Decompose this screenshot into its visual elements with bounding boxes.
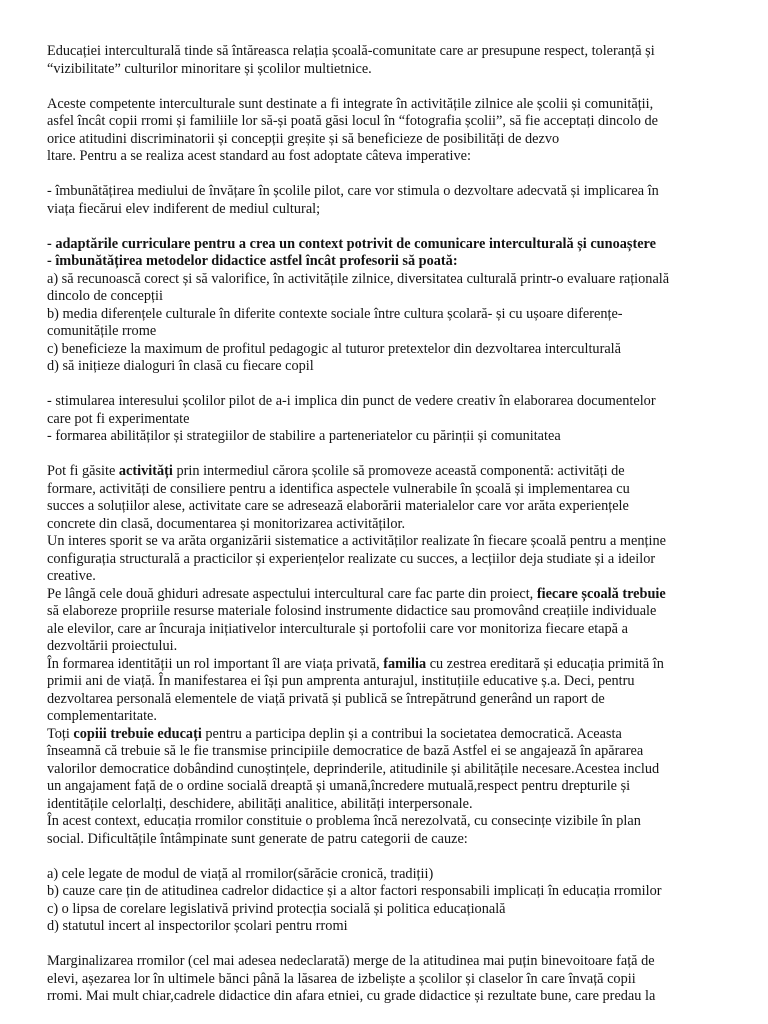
text-line: dezvoltării proiectului. bbox=[47, 638, 178, 654]
list-item: a) să recunoască corect și să valorifice, în activitățile zilnice, diversitatea culturală printr-o evaluare rațională bbox=[47, 270, 670, 287]
document-page bbox=[47, 43, 737, 1006]
paragraph-learning-environment bbox=[47, 183, 737, 218]
text-run: Toți bbox=[47, 725, 74, 742]
text-line: primii ani de viață. În manifestarea ei își pun amprenta anturajul, instituțiile educative ș.a. Deci, pentru bbox=[47, 673, 635, 689]
list-item: d) statutul incert al inspectorilor școlari pentru rromi bbox=[47, 918, 348, 934]
text-line: social. Dificultățile întâmpinate sunt generate de patru categorii de cauze: bbox=[47, 830, 468, 847]
paragraph-marginalization bbox=[47, 953, 737, 1006]
paragraph-intro bbox=[47, 43, 737, 78]
text-line: valorilor democratice dobândind cunoștințele, deprinderile, atitudinile și abilitățile necesare.Acestea includ bbox=[47, 760, 660, 777]
text-run: Pe lângă cele două ghiduri adresate aspectului intercultural care fac parte din proiect, bbox=[47, 585, 537, 602]
text-run: cu zestrea ereditară și educația primită în bbox=[426, 655, 664, 672]
text-line: comunitățile rrome bbox=[47, 323, 157, 339]
text-run: pentru a participa deplin și a contribui la societatea democratică. Aceasta bbox=[201, 725, 622, 742]
text-line: Educației interculturală tinde să întăreasca relația școală-comunitate care ar presupune respect, toleranță și bbox=[47, 43, 655, 59]
text-line: creative. bbox=[47, 568, 96, 584]
text-line: - formarea abilităților și strategiilor de stabilire a parteneriatelor cu părinții și comunitatea bbox=[47, 428, 561, 444]
text-line: viața fiecărui elev indiferent de mediul cultural; bbox=[47, 200, 321, 217]
text-line: succes a soluțiilor alese, activitate care se adresează elaborării materialelor care vor arăta experiențele bbox=[47, 498, 629, 514]
text-line: - îmbunătățirea mediului de învățare în școlile pilot, care vor stimula o dezvoltare adecvată și implicarea în bbox=[47, 183, 659, 199]
text-line bbox=[47, 463, 737, 481]
paragraph-curricular-adaptations bbox=[47, 236, 737, 376]
text-line: să elaboreze propriile resurse materiale folosind instrumente didactice sau promovând creațiile individuale bbox=[47, 603, 657, 619]
list-item: c) beneficieze la maximum de profitul pedagogic al tuturor pretextelor din dezvoltarea interculturală bbox=[47, 340, 622, 357]
bold-run: fiecare școală trebuie bbox=[536, 585, 666, 602]
text-run: În formarea identității un rol important îl are viața privată, bbox=[47, 655, 384, 672]
text-line: asfel încât copii rromi și familiile lor să-și poată găsi locul în “fotografia școlii”, să fie acceptați dincolo de bbox=[47, 113, 658, 129]
text-line: complementaritate. bbox=[47, 708, 157, 724]
text-line: Un interes sporit se va arăta organizării sistematice a activităților realizate în fiecare școală pentru a menține bbox=[47, 533, 666, 549]
paragraph-causes-list bbox=[47, 866, 737, 936]
list-item: b) media diferențele culturale în diferite contexte sociale între cultura școlară- și cu ușoare diferențe- bbox=[47, 305, 623, 322]
bold-line: - îmbunătățirea metodelor didactice astfel încât profesorii să poată: bbox=[47, 253, 458, 269]
bold-line: - adaptările curriculare pentru a crea un context potrivit de comunicare interculturală și cunoaștere bbox=[47, 235, 656, 252]
text-line: - stimularea interesului școlilor pilot de a-i implica din punct de vedere creativ în elaborarea documentelor bbox=[47, 393, 656, 409]
text-line bbox=[47, 586, 737, 604]
list-item: b) cauze care țin de atitudinea cadrelor didactice și a altor factori responsabili implicați în educația rromilor bbox=[47, 883, 662, 899]
text-line: ale elevilor, care ar încuraja inițiativelor interculturale și portofolii care vor monitoriza fiecare etapă a bbox=[47, 620, 628, 637]
text-line: care pot fi experimentate bbox=[47, 410, 190, 427]
text-run: prin intermediul cărora școlile să promoveze această componentă: activități de bbox=[172, 463, 625, 479]
paragraph-block-activities bbox=[47, 463, 737, 848]
text-line: concrete din clasă, documentarea și monitorizarea activităților. bbox=[47, 515, 406, 532]
text-line: rromi. Mai mult chiar,cadrele didactice din afara etniei, cu grade didactice și rezultate bune, care predau la bbox=[47, 988, 656, 1004]
text-line: dezvoltarea personală elementele de viață privată și publică se întrepătrund generând un raport de bbox=[47, 690, 605, 707]
text-line: În acest context, educația rromilor constituie o problema încă nerezolvată, cu consecințe vizibile în plan bbox=[47, 813, 641, 829]
text-line: formare, activități de consiliere pentru a identifica aspectele vulnerabile în școală și implementarea cu bbox=[47, 480, 630, 497]
bold-run: activități bbox=[118, 463, 173, 479]
text-line: elevi, așezarea lor în ultimele bănci până la lăsarea de izbeliște a școlilor și claselor în care învață copii bbox=[47, 970, 636, 987]
list-item: c) o lipsa de corelare legislativă privind protecția socială și politica educațională bbox=[47, 900, 506, 917]
text-line: configurația structurală a practicilor și experiențelor realizate cu succes, a lecțiilor deja studiate și a ideilor bbox=[47, 550, 656, 567]
text-run: Pot fi găsite bbox=[47, 463, 119, 479]
text-line: înseamnă că trebuie să le fie transmise principiile democratice de bază Astfel ei se angajează în apărarea bbox=[47, 743, 644, 759]
paragraph-stimulation bbox=[47, 393, 737, 446]
text-line: “vizibilitate” culturilor minoritare și școlilor multietnice. bbox=[47, 60, 372, 77]
text-line: Marginalizarea rromilor (cel mai adesea nedeclarată) merge de la atitudinea mai puțin binevoitoare față de bbox=[47, 953, 655, 969]
bold-run: copiii trebuie educați bbox=[73, 725, 202, 742]
text-line: ltare. Pentru a se realiza acest standard au fost adoptate câteva imperative: bbox=[47, 148, 471, 164]
bold-run: familia bbox=[383, 655, 427, 672]
text-line: un angajament față de o ordine socială dreaptă și umană,încredere mutuală,respect pentru drepturile și bbox=[47, 778, 631, 794]
text-line: Aceste competente interculturale sunt destinate a fi integrate în activitățile zilnice ale școlii și comunității, bbox=[47, 95, 654, 112]
text-line bbox=[47, 656, 737, 674]
text-line: dincolo de concepții bbox=[47, 288, 163, 304]
paragraph-competences bbox=[47, 96, 737, 166]
list-item: d) să inițieze dialoguri în clasă cu fiecare copil bbox=[47, 358, 314, 374]
text-line: identitățile celorlalți, deschidere, abilități analitice, abilități interpersonale. bbox=[47, 795, 473, 812]
list-item: a) cele legate de modul de viață al rromilor(sărăcie cronică, tradiții) bbox=[47, 865, 434, 882]
text-line: orice atitudini discriminatorii și concepții greșite și să beneficieze de posibilități de dezvo bbox=[47, 130, 560, 147]
text-line bbox=[47, 726, 737, 744]
